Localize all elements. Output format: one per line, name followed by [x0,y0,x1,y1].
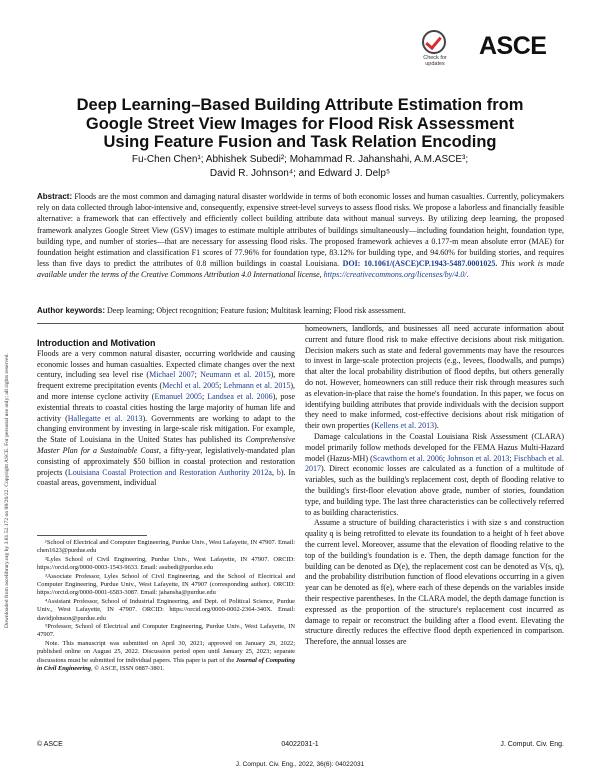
right-column [305,324,564,648]
footer-page-id: 04022031-1 [281,741,319,748]
citation-link[interactable]: Neumann et al. 2015 [200,370,271,380]
download-notice-sidebar [2,150,12,630]
author-keywords [37,305,564,316]
authors-line-1: Fu-Chen Chen¹; Abhishek Subedi²; Mohammad R. Jahanshahi, A.M.ASCE³; [131,154,469,165]
paper-title [40,96,560,152]
check-for-updates-badge[interactable] [416,30,454,68]
footer-copyright: © ASCE [37,741,63,748]
doi-link[interactable]: DOI: 10.1061/(ASCE)CP.1943-5487.0001025. [342,259,498,269]
citation-line: J. Comput. Civ. Eng., 2022, 36(6): 04022031 [235,761,365,768]
citation-link[interactable]: Landsea et al. 2006 [207,391,273,401]
title-line-3: Using Feature Fusion and Task Relation Encoding [103,133,497,151]
intro-paragraph: Floods are a very common natural disaster, occurring worldwide and causing economic losses and human casualties. Expected climate changes over the next century, including sea level rise (Michael 2007; Neumann et al. 2015), more frequent extreme precipitation events (Mechl et al. 2005; Lehmann et al. 2015), and more intense cyclone activity (Emanuel 2005; Landsea et al. 2006), pose existential threats to coastal cities hosting the large majority of human life and activity (Hallegatte et al. 2013). Governments are working to adapt to the changing environment by investing in large-scale risk mitigation. For example, the State of Louisiana in the United States has published its Comprehensive Master Plan for a Sustainable Coast, a fifty-year, legislatively-mandated plan consisting of approximately $50 billion in coastal protection and restoration projects (Louisiana Coastal Protection and Restoration Authority 2012a, b). In coastal areas, government, individual [37,348,296,488]
citation-link[interactable]: Hallegatte et al. 2013 [67,413,143,423]
citation-link[interactable]: Johnson et al. 2013 [447,453,510,463]
citation-link[interactable]: Mechl et al. 2005 [162,381,220,391]
footnote-4: ⁴Assistant Professor, School of Industrial Engineering, and Dept. of Political Science, Purdue Univ., West Lafayette, IN 47907. ORCID: https://orcid.org/0000-0002-2364-340X. Email: davidjohnson@purdue.edu [37,597,295,622]
footnote-divider [37,535,147,536]
badge-label-line1: Check for [423,55,447,61]
citation-link[interactable]: Fischbach et al. 2017 [305,453,564,474]
plan-title: Comprehensive Master Plan for a Sustainable Coast [37,435,295,455]
intro-heading: Introduction and Motivation [37,338,156,348]
license-text: This work is made available under the terms of the Creative Commons Attribution 4.0 International license, [37,259,565,280]
keywords-label: Author keywords: [37,306,106,315]
keywords-text: Deep learning; Object recognition; Feature fusion; Multitask learning; Flood risk assessment. [107,306,406,315]
download-notice-text: Downloaded from ascelibrary.org by 3.81.52.172 on 08/26/22. Copyright ASCE. For personal use only; all rights reserved. [4,353,10,628]
badge-label-line2: updates [425,61,445,67]
citation-link[interactable]: Emanuel 2005 [154,391,202,401]
citation-link[interactable]: Louisiana Coastal Protection and Restoration Authority 2012a [67,467,272,477]
authors-line-2: David R. Johnson⁴; and Edward J. Delp⁵ [209,167,391,179]
citation-link[interactable]: Scawthorn et al. 2006 [372,453,443,463]
footnotes [37,539,295,674]
checkmark-icon [422,30,446,54]
abstract [37,191,564,281]
citation-link[interactable]: Michael 2007 [149,370,195,380]
license-link[interactable]: https://creativecommons.org/licenses/by/4.0/. [323,270,469,280]
right-paragraph-3: Assume a structure of building characteristics i with size s and construction quality q is being retrofitted to elevate its foundation to a height of h feet above the current level. Moreover, assume that the elevation of flooding relative to the top of the building's foundation is e. Then, the depth damage function for the building can be denoted as D(e), the replacement cost can be denoted as V(s, q), and the probability distribution function of flood elevations occurring in a given year can be denoted as f(e), where each of these depends on the variables inside their respective parentheses. In the CLARA model, the depth damage function is expressed as the proportion of the structure's replacement cost incurred as damage to repair or reconstruct the building after a flood event. Elevating the structure directly reduces the effective flood depth experienced in comparison. Therefore, the annual losses are [305,518,564,647]
footnote-1: ¹School of Electrical and Computer Engineering, Purdue Univ., West Lafayette, IN 47907. Email: chen1623@purdue.edu [37,539,295,555]
title-line-1: Deep Learning–Based Building Attribute Estimation from [76,96,524,114]
footnote-3: ³Associate Professor, Lyles School of Civil Engineering, and the School of Electrical and Computer Engineering, Purdue Univ., West Lafayette, IN 47907 (corresponding author). ORCID: https://orcid.org/0000-0001-6583-3087. Email: jahansha@purdue.edu [37,572,295,597]
footnote-5: ⁵Professor, School of Electrical and Computer Engineering, Purdue Univ., West Lafayette, IN 47907. [37,623,295,639]
abstract-label: Abstract: [37,192,73,201]
footnote-2: ²Lyles School of Civil Engineering, Purdue Univ., West Lafayette, IN 47907. ORCID: https://orcid.org/0000-0003-1543-9633. Email: asubedi@purdue.edu [37,555,295,572]
left-column [37,338,295,489]
title-line-2: Google Street View Images for Flood Risk Assessment [85,114,515,133]
abstract-text: Floods are the most common and damaging natural disaster worldwide in terms of both economic losses and human casualties. Currently, policymakers rely on data collected through labor-intensive and, consequently, expensive street-level surveys to assess flood risks. We propose a laborless and financially feasible alternative: a framework that can effectively and efficiently collect building attribute data without manual surveys. By utilizing deep learning, the proposed framework analyzes Google Street View (GSV) images to estimate multiple attributes of buildings simultaneously—including foundation height, foundation type, building type, and number of stories—that are necessary for assessing flood risks. The proposed framework achieves a 0.177-m mean absolute error (MAE) for foundation height estimation and classification F1 scores of 77.96% for foundation type, 83.12% for building type, and 94.60% for building stories, and requires less than five days to predict the attributes of 0.8 million buildings in coastal Louisiana. [37,192,565,269]
author-list [100,153,500,180]
citation-link[interactable]: Kellens et al. 2013 [374,421,435,431]
footer-journal: J. Comput. Civ. Eng. [500,741,564,748]
asce-logo: ASCE [479,32,547,60]
right-paragraph-2: Damage calculations in the Coastal Louisiana Risk Assessment (CLARA) model primarily follow methods developed for the FEMA Hazus Multi-Hazard model (Hazus-MH) (Scawthorn et al. 2006; Johnson et al. 2013; Fischbach et al. 2017). Direct economic losses are calculated as a function of a multitude of variables, such as the building's replacement cost, depth of flooding relative to the building's first-floor elevation above grade, number of stories, foundation type, and building type. The last three characteristics can be collectively referred to as building characteristics. [305,431,564,517]
right-paragraph-1: homeowners, landlords, and businesses all need accurate information about current and future flood risk to make effective decisions about risk mitigation. Decision makers such as state and federal governments may have the resources to invest in large-scale protection projects (e.g., levees, floodwalls, and pumps) that alter the local probability distribution of flood depths, but others generally do not. However, homeowners can still reduce their risk through measures such as elevation-in-place that raise the home's foundation. In this paper, we focus on identifying building attributes that provide individuals with the decision support they need to make informed, cost-effective decisions about risk mitigation of their own properties (Kellens et al. 2013). [305,324,564,431]
journal-name: Journal of Computing in Civil Engineering [37,656,295,673]
citation-link[interactable]: Lehmann et al. 2015 [223,381,291,391]
citation-link[interactable]: b [276,467,281,477]
submission-note: Note. This manuscript was submitted on April 30, 2021; approved on January 29, 2022; published online on August 25, 2022. Discussion period open until January 25, 2023; separate discussions must be submitted for individual papers. This paper is part of the Journal of Computing in Civil Engineering, © ASCE, ISSN 0887-3801. [37,639,295,673]
